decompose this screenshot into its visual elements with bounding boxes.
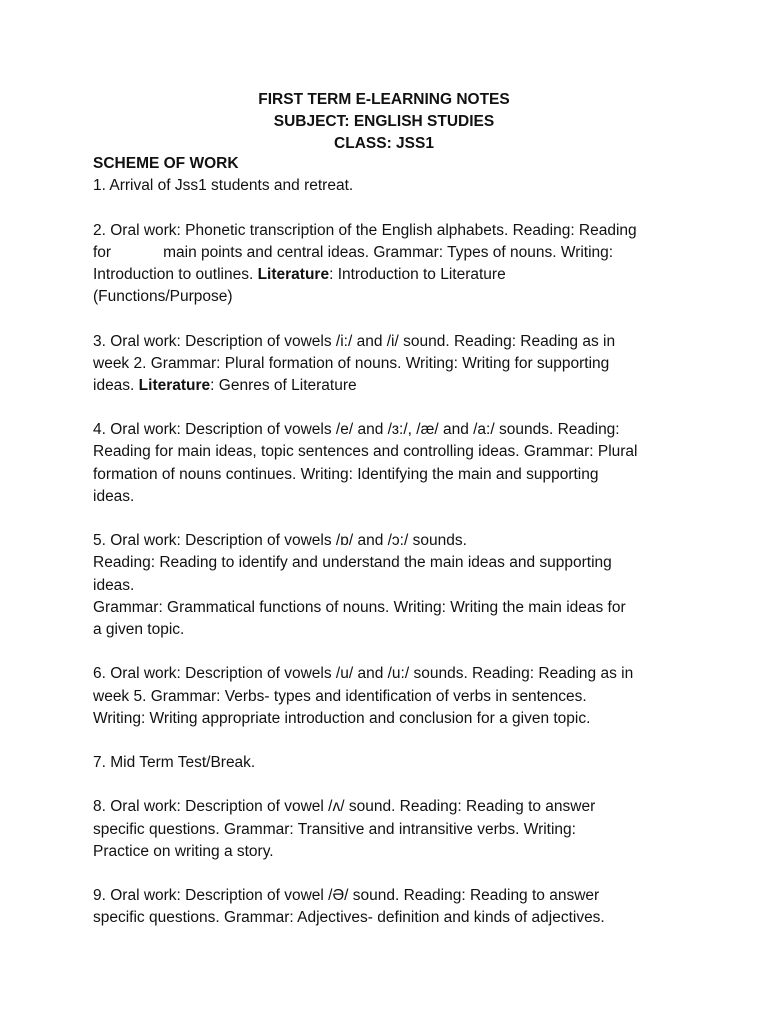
scheme-item-5 — [93, 530, 683, 641]
scheme-item-2-line — [93, 264, 683, 286]
scheme-item-5-line: Grammar: Grammatical functions of nouns. Writing: Writing the main ideas for — [93, 598, 626, 616]
text-fragment: : Introduction to Literature — [329, 265, 506, 283]
scheme-item-6-line: week 5. Grammar: Verbs- types and identification of verbs in sentences. — [93, 687, 587, 705]
scheme-item-3-line: 3. Oral work: Description of vowels /i:/ and /i/ sound. Reading: Reading as in — [93, 332, 616, 350]
scheme-item-4-line: Reading for main ideas, topic sentences and controlling ideas. Grammar: Plural — [93, 443, 638, 461]
scheme-item-6-line: 6. Oral work: Description of vowels /u/ and /u:/ sounds. Reading: Reading as in — [93, 665, 634, 683]
scheme-item-9-line: specific questions. Grammar: Adjectives- definition and kinds of adjectives. — [93, 909, 605, 927]
scheme-item-8 — [93, 796, 683, 863]
scheme-item-2 — [93, 220, 683, 309]
text-fragment: : Genres of Literature — [210, 376, 357, 394]
literature-label: Literature — [138, 376, 211, 394]
scheme-item-6-line: Writing: Writing appropriate introduction and conclusion for a given topic. — [93, 709, 591, 727]
scheme-item-4-line: 4. Oral work: Description of vowels /e/ and /ɜ:/, /æ/ and /a:/ sounds. Reading: — [93, 421, 620, 439]
subject-line: SUBJECT: ENGLISH STUDIES — [273, 113, 495, 130]
document-header — [0, 89, 768, 155]
scheme-item-4-line: formation of nouns continues. Writing: Identifying the main and supporting — [93, 465, 599, 483]
document-title: FIRST TERM E-LEARNING NOTES — [258, 91, 510, 108]
scheme-item-9-line: 9. Oral work: Description of vowel /Ə/ sound. Reading: Reading to answer — [93, 887, 600, 905]
scheme-item-6 — [93, 663, 683, 730]
scheme-item-3-line: week 2. Grammar: Plural formation of nouns. Writing: Writing for supporting — [93, 354, 610, 372]
scheme-item-4-line: ideas. — [93, 487, 135, 505]
scheme-item-8-line: specific questions. Grammar: Transitive and intransitive verbs. Writing: — [93, 820, 576, 838]
scheme-item-2-line — [93, 242, 683, 264]
literature-label: Literature — [257, 265, 330, 283]
scheme-item-8-line: Practice on writing a story. — [93, 842, 274, 860]
scheme-item-8-line: 8. Oral work: Description of vowel /ʌ/ sound. Reading: Reading to answer — [93, 798, 596, 816]
scheme-item-3 — [93, 331, 683, 398]
scheme-item-2-line: (Functions/Purpose) — [93, 288, 233, 306]
scheme-item-5-line: Reading: Reading to identify and understand the main ideas and supporting — [93, 554, 612, 572]
text-fragment: for — [93, 243, 112, 261]
scheme-item-3-line — [93, 375, 683, 397]
scheme-item-7: 7. Mid Term Test/Break. — [93, 754, 256, 772]
scheme-item-5-line: ideas. — [93, 576, 135, 594]
scheme-item-2-line: 2. Oral work: Phonetic transcription of the English alphabets. Reading: Reading — [93, 221, 637, 239]
scheme-heading: SCHEME OF WORK — [93, 155, 239, 172]
scheme-item-1: 1. Arrival of Jss1 students and retreat. — [93, 177, 354, 195]
text-fragment: ideas. — [93, 376, 139, 394]
scheme-item-4 — [93, 419, 683, 508]
scheme-item-9 — [93, 885, 683, 929]
text-fragment: Introduction to outlines. — [93, 265, 258, 283]
scheme-of-work — [93, 153, 683, 930]
text-fragment: main points and central ideas. Grammar: Types of nouns. Writing: — [163, 243, 614, 261]
class-line: CLASS: JSS1 — [334, 135, 434, 152]
scheme-item-5-line: 5. Oral work: Description of vowels /ɒ/ and /ɔ:/ sounds. — [93, 532, 467, 550]
scheme-item-5-line: a given topic. — [93, 620, 185, 638]
